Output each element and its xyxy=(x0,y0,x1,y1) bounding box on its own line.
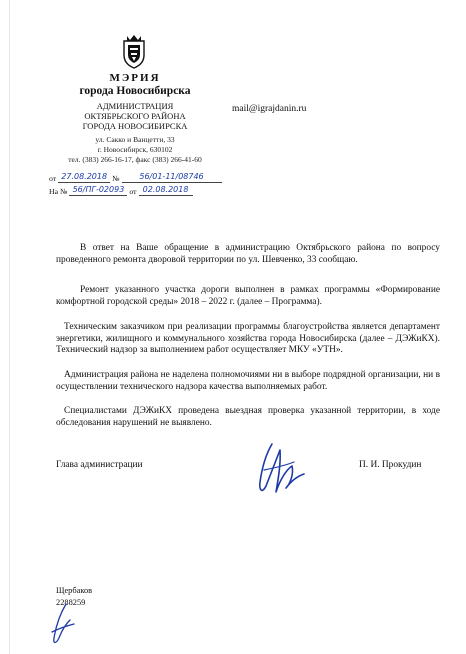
outgoing-date: 27.08.2018 xyxy=(61,172,108,181)
reply-number: 56/ПГ-02093 xyxy=(72,185,125,194)
recipient-email: mail@igrajdanin.ru xyxy=(232,104,307,114)
signer-name: П. И. Прокудин xyxy=(359,460,422,470)
reply-number-field xyxy=(69,185,127,196)
number-label: № xyxy=(112,174,120,183)
city-name: города Новосибирска xyxy=(79,85,191,97)
signer-title: Глава администрации xyxy=(56,460,143,470)
reply-reference xyxy=(49,185,193,196)
body-paragraph: Администрация района не наделена полномочиями ни в выборе подрядной организации, ни в осуществлении технического надзора качества выполняемых работ. xyxy=(56,370,440,392)
reply-from-label: от xyxy=(129,187,137,196)
body-paragraph: Ремонт указанного участка дороги выполнен в рамках программы «Формирование комфортной городской среды» 2018 – 2022 г. (далее – Программа). xyxy=(56,285,440,307)
outgoing-number: 56/01-11/08746 xyxy=(139,172,204,181)
body-paragraph: Специалистами ДЭЖиКХ проведена выездная проверка указанной территории, в ходе обследования нарушений не выявлено. xyxy=(56,406,440,428)
outgoing-number-field xyxy=(122,172,222,183)
city-coat-of-arms-icon xyxy=(121,33,147,69)
from-label: от xyxy=(49,174,57,183)
scan-edge xyxy=(9,0,10,654)
handwritten-mark-icon xyxy=(48,602,76,648)
address-line: г. Новосибирск, 630102 xyxy=(97,145,173,154)
outgoing-date-field xyxy=(58,172,110,183)
reply-prefix: На № xyxy=(49,187,68,196)
handwritten-signature-icon xyxy=(250,440,310,498)
department-line: ОКТЯБРЬСКОГО РАЙОНА xyxy=(84,111,186,121)
phone-fax-line: тел. (383) 266-16-17, факс (383) 266-41-60 xyxy=(68,155,202,164)
body-paragraph: Техническим заказчиком при реализации программы благоустройства является департамент энергетики, жилищного и коммунального хозяйства города Новосибирска (далее – ДЭЖиКХ). Технический надзор за выполнением работ осуществляет МКУ «УТН». xyxy=(56,322,440,356)
executor-phone: 2288259 xyxy=(56,598,86,607)
executor-name: Щербаков xyxy=(56,586,93,595)
department-line: АДМИНИСТРАЦИЯ xyxy=(96,101,174,111)
mayor-office-title: МЭРИЯ xyxy=(109,72,161,84)
address-line: ул. Сакко и Ванцетти, 33 xyxy=(95,135,175,144)
reply-date: 02.08.2018 xyxy=(142,185,189,194)
department-line: ГОРОДА НОВОСИБИРСКА xyxy=(82,121,188,131)
outgoing-registration xyxy=(49,172,222,183)
body-paragraph: В ответ на Ваше обращение в администрацию Октябрьского района по вопросу проведенного ремонта дворовой территории по ул. Шевченко, 33 сообщаю. xyxy=(56,243,440,265)
reply-date-field xyxy=(139,185,193,196)
